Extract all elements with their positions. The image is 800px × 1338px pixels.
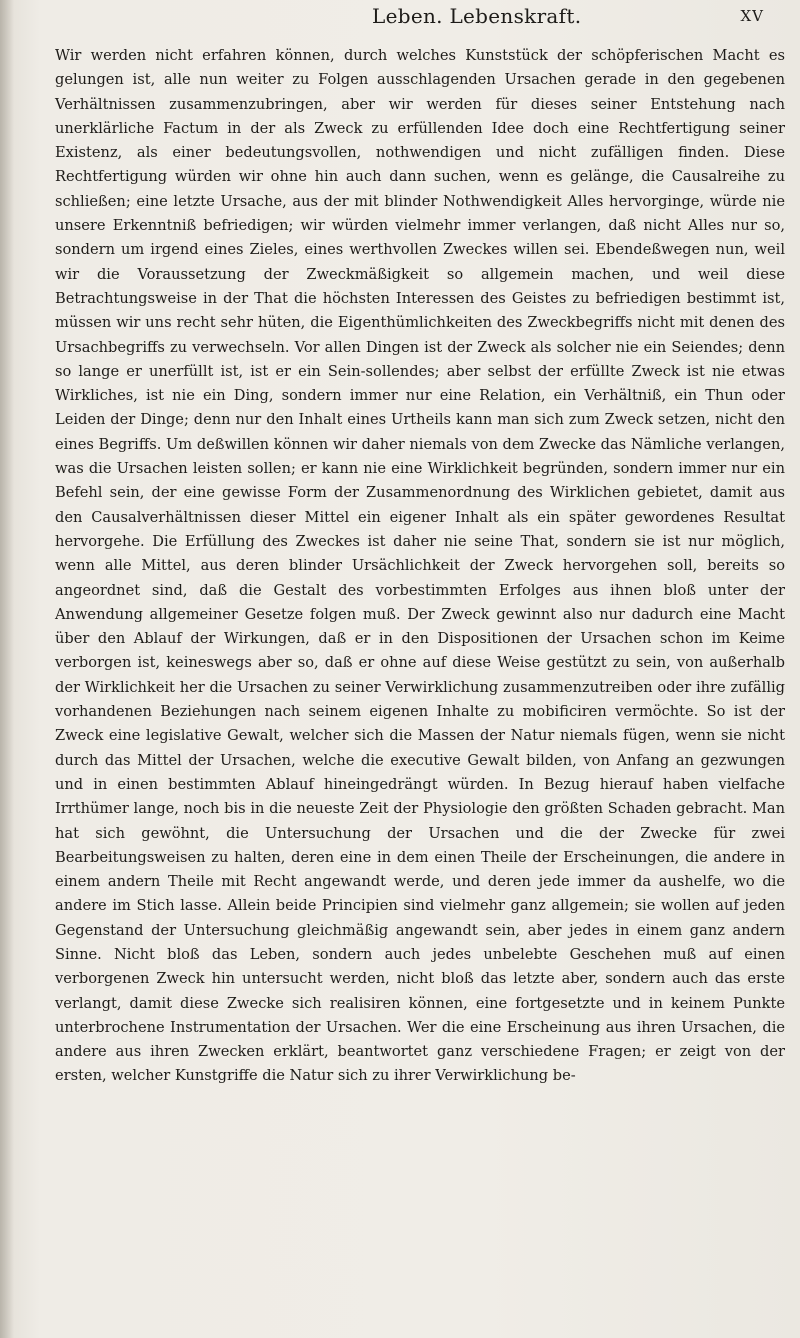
page-header <box>0 4 800 34</box>
page-number: XV <box>740 7 764 25</box>
running-head: Leben. Lebenskraft. <box>372 4 582 28</box>
gutter-shadow <box>0 0 14 1338</box>
body-paragraph: Wir werden nicht erfahren können, durch welches Kunststück der schöpferischen Macht es gelungen ist, alle nun weiter zu Folgen ausschlagenden Ursachen gerade in den gegebenen Verhältnissen zusammenzubringen, aber wir werden für dieses seiner Entstehung nach unerklärliche Factum in der als Zweck zu erfüllenden Idee doch eine Rechtfertigung seiner Existenz, als einer bedeutungsvollen, nothwendigen und nicht zufälligen finden. Diese Rechtfertigung würden wir ohne hin auch dann suchen, wenn es gelänge, die Causalreihe zu schließen; eine letzte Ursache, aus der mit blinder Nothwendigkeit Alles hervorginge, würde nie unsere Erkenntniß befriedigen; wir würden vielmehr immer verlangen, daß nicht Alles nur so, sondern um irgend eines Zieles, eines werthvollen Zweckes willen sei. Ebendeßwegen nun, weil wir die Voraussetzung der Zweckmäßigkeit so allgemein machen, und weil diese Betrachtungsweise in der That die höchsten Interessen des Geistes zu befriedigen bestimmt ist, müssen wir uns recht sehr hüten, die Eigenthümlichkeiten des Zweckbegriffs nicht mit denen des Ursachbegriffs zu verwechseln. Vor allen Dingen ist der Zweck als solcher nie ein Seiendes; denn so lange er unerfüllt ist, ist er ein Sein-sollendes; aber selbst der erfüllte Zweck ist nie etwas Wirkliches, ist nie ein Ding, sondern immer nur eine Relation, ein Verhältniß, ein Thun oder Leiden der Dinge; denn nur den Inhalt eines Urtheils kann man sich zum Zweck setzen, nicht den eines Begriffs. Um deßwillen können wir daher niemals von dem Zwecke das Nämliche verlangen, was die Ursachen leisten sollen; er kann nie eine Wirklichkeit begründen, sondern immer nur ein Befehl sein, der eine gewisse Form der Zusammenordnung des Wirklichen gebietet, damit aus den Causalverhältnissen dieser Mittel ein eigener Inhalt als ein später gewordenes Resultat hervorgehe. Die Erfüllung des Zweckes ist daher nie seine That, sondern sie ist nur möglich, wenn alle Mittel, aus deren blinder Ursächlichkeit der Zweck hervorgehen soll, bereits so angeordnet sind, daß die Gestalt des vorbestimmten Erfolges aus ihnen bloß unter der Anwendung allgemeiner Gesetze folgen muß. Der Zweck gewinnt also nur dadurch eine Macht über den Ablauf der Wirkungen, daß er in den Dispositionen der Ursachen schon im Keime verborgen ist, keineswegs aber so, daß er ohne auf diese Weise gestützt zu sein, von außerhalb der Wirklichkeit her die Ursachen zu seiner Verwirklichung zusammenzutreiben oder ihre zufällig vorhandenen Beziehungen nach seinem eigenen Inhalte zu mobificiren vermöchte. So ist der Zweck eine legislative Gewalt, welcher sich die Massen der Natur niemals fügen, wenn sie nicht durch das Mittel der Ursachen, welche die executive Gewalt bilden, von Anfang an gezwungen und in einen bestimmten Ablauf hineingedrängt würden. In Bezug hierauf haben vielfache Irrthümer lange, noch bis in die neueste Zeit der Physiologie den größten Schaden gebracht. Man hat sich gewöhnt, die Untersuchung der Ursachen und die der Zwecke für zwei Bearbeitungsweisen zu halten, deren eine in dem einen Theile der Erscheinungen, die andere in einem andern Theile mit Recht angewandt werde, und deren jede immer da aushelfe, wo die andere im Stich lasse. Allein beide Principien sind vielmehr ganz allgemein; sie wollen auf jeden Gegenstand der Untersuchung gleichmäßig angewandt sein, aber jedes in einem ganz andern Sinne. Nicht bloß das Leben, sondern auch jedes unbelebte Geschehen muß auf einen verborgenen Zweck hin untersucht werden, nicht bloß das letzte aber, sondern auch das erste verlangt, damit diese Zwecke sich realisiren können, eine fortgesetzte und in keinem Punkte unterbrochene Instrumentation der Ursachen. Wer die eine Erscheinung aus ihren Ursachen, die andere aus ihren Zwecken erklärt, beantwortet ganz verschiedene Fragen; er zeigt von der ersten, welcher Kunstgriffe die Natur sich zu ihrer Verwirklichung be- <box>55 47 785 1085</box>
